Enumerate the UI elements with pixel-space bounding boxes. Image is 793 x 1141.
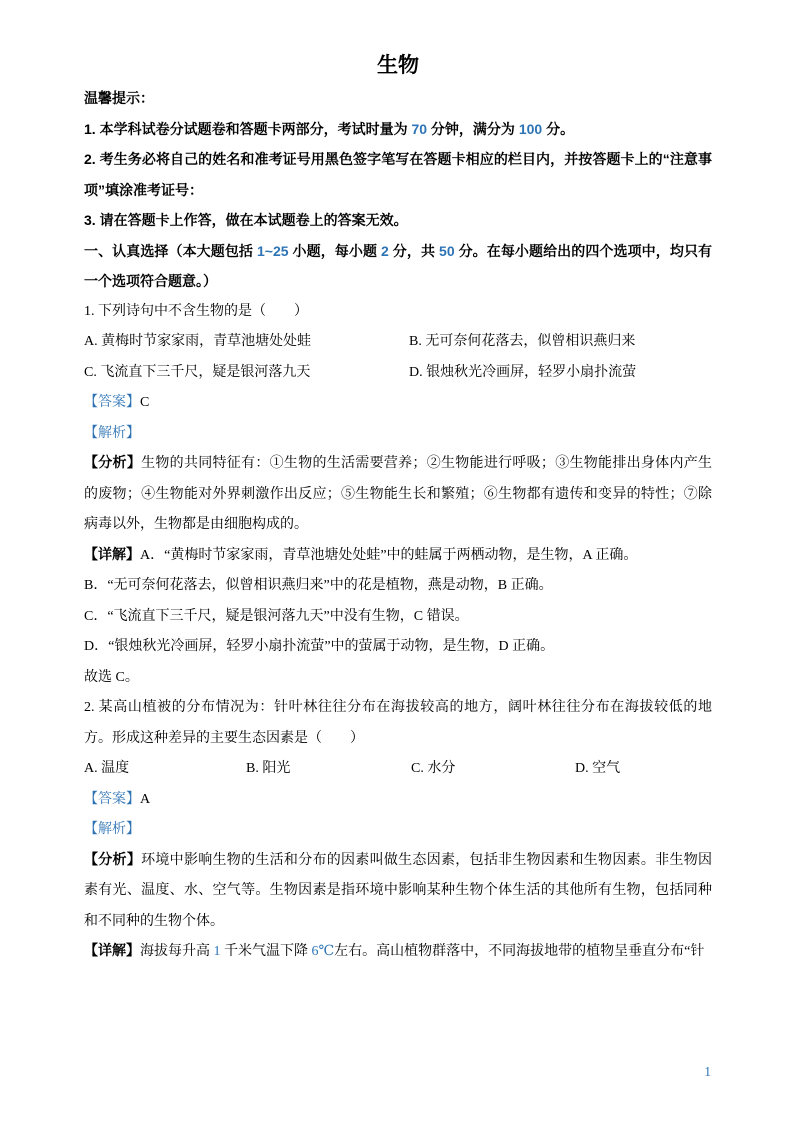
question-1-answer-value: C	[140, 395, 150, 410]
question-1-answer-line	[84, 388, 712, 419]
answer-label: 【答案】	[84, 791, 140, 807]
question-1-detail-c: C．“飞流直下三千尺，疑是银河落九天”中没有生物，C 错误。	[84, 608, 469, 624]
question-1-analysis-text: 生物的共同特征有：①生物的生活需要营养；②生物能进行呼吸；③生物能排出身体内产生的废物；④生物能对外界刺激作出反应；⑤生物能生长和繁殖；⑥生物都有遗传和变异的特性；⑦除病毒以外，生物都是由细胞构成的。	[84, 456, 713, 532]
question-2-option-b: B. 阳光	[246, 761, 291, 776]
question-2-answer-value: A	[140, 791, 151, 807]
question-1-option-a: A. 黄梅时节家家雨，青草池塘处处蛙	[84, 334, 312, 349]
question-1-options-row-1	[84, 327, 712, 358]
question-1-options-row-2	[84, 358, 712, 389]
analysis-label: 【分析】	[84, 852, 142, 868]
question-2-options-row	[84, 754, 712, 785]
notice-heading: 温馨提示：	[84, 90, 154, 106]
question-1-conclusion: 故选 C。	[84, 669, 139, 685]
detail-label: 【详解】	[84, 547, 140, 563]
question-1-explanation-line	[84, 419, 712, 450]
question-2-option-a: A. 温度	[84, 761, 130, 776]
question-1-detail-d: D．“银烛秋光冷画屏，轻罗小扇扑流萤”中的萤属于动物，是生物，D 正确。	[84, 639, 555, 654]
explanation-label: 【解析】	[84, 822, 140, 837]
question-1-option-c: C. 飞流直下三千尺，疑是银河落九天	[84, 364, 311, 380]
notice-item-3: 3. 请在答题卡上作答，做在本试题卷上的答案无效。	[84, 212, 408, 228]
section-heading: 一、认真选择（本大题包括 1~25 小题，每小题 2 分，共 50 分。在每小题给出的四个选项中，均只有一个选项符合题意。）	[84, 242, 713, 289]
notice-item-1: 1. 本学科试卷分试题卷和答题卡两部分，考试时量为 70 分钟，满分为 100 分。	[84, 120, 575, 137]
detail-label: 【详解】	[84, 944, 140, 959]
question-1-detail-b: B．“无可奈何花落去，似曾相识燕归来”中的花是植物，燕是动物，B 正确。	[84, 578, 553, 593]
question-2-stem: 2. 某高山植被的分布情况为：针叶林往往分布在海拔较高的地方，阔叶林往往分布在海拔较低的地方。形成这种差异的主要生态因素是（ ）	[84, 700, 712, 746]
question-1-analysis	[84, 449, 712, 541]
question-1-detail-a-text: A．“黄梅时节家家雨，青草池塘处处蛙”中的蛙属于两栖动物，是生物，A 正确。	[140, 547, 638, 563]
question-2-analysis-text: 环境中影响生物的生活和分布的因素叫做生态因素，包括非生物因素和生物因素。非生物因素有光、温度、水、空气等。生物因素是指环境中影响某种生物个体生活的其他所有生物，包括同种和不同种的生物个体。	[84, 852, 713, 929]
question-2-analysis	[84, 846, 712, 938]
question-2-option-d: D. 空气	[575, 761, 621, 776]
question-1-option-d: D. 银烛秋光冷画屏，轻罗小扇扑流萤	[409, 364, 637, 380]
question-1-detail-a	[84, 541, 712, 572]
notice-item-2: 2. 考生务必将自己的姓名和准考证号用黑色签字笔写在答题卡相应的栏目内，并按答题卡上的“注意事项”填涂准考证号：	[84, 151, 712, 198]
analysis-label: 【分析】	[84, 456, 142, 471]
question-1-option-b: B. 无可奈何花落去，似曾相识燕归来	[409, 334, 636, 349]
question-2-detail	[84, 937, 712, 968]
question-2-explanation-line	[84, 815, 712, 846]
page-number: 1	[704, 1064, 711, 1079]
explanation-label: 【解析】	[84, 425, 140, 441]
page-title: 生物	[377, 53, 419, 77]
question-1-stem: 1. 下列诗句中不含生物的是（ ）	[84, 303, 308, 319]
question-2-detail-text: 海拔每升高 1 千米气温下降 6℃左右。高山植物群落中，不同海拔地带的植物呈垂直分布“针	[140, 944, 705, 959]
question-2-answer-line	[84, 785, 712, 816]
answer-label: 【答案】	[84, 395, 140, 410]
question-2-option-c: C. 水分	[411, 761, 456, 776]
